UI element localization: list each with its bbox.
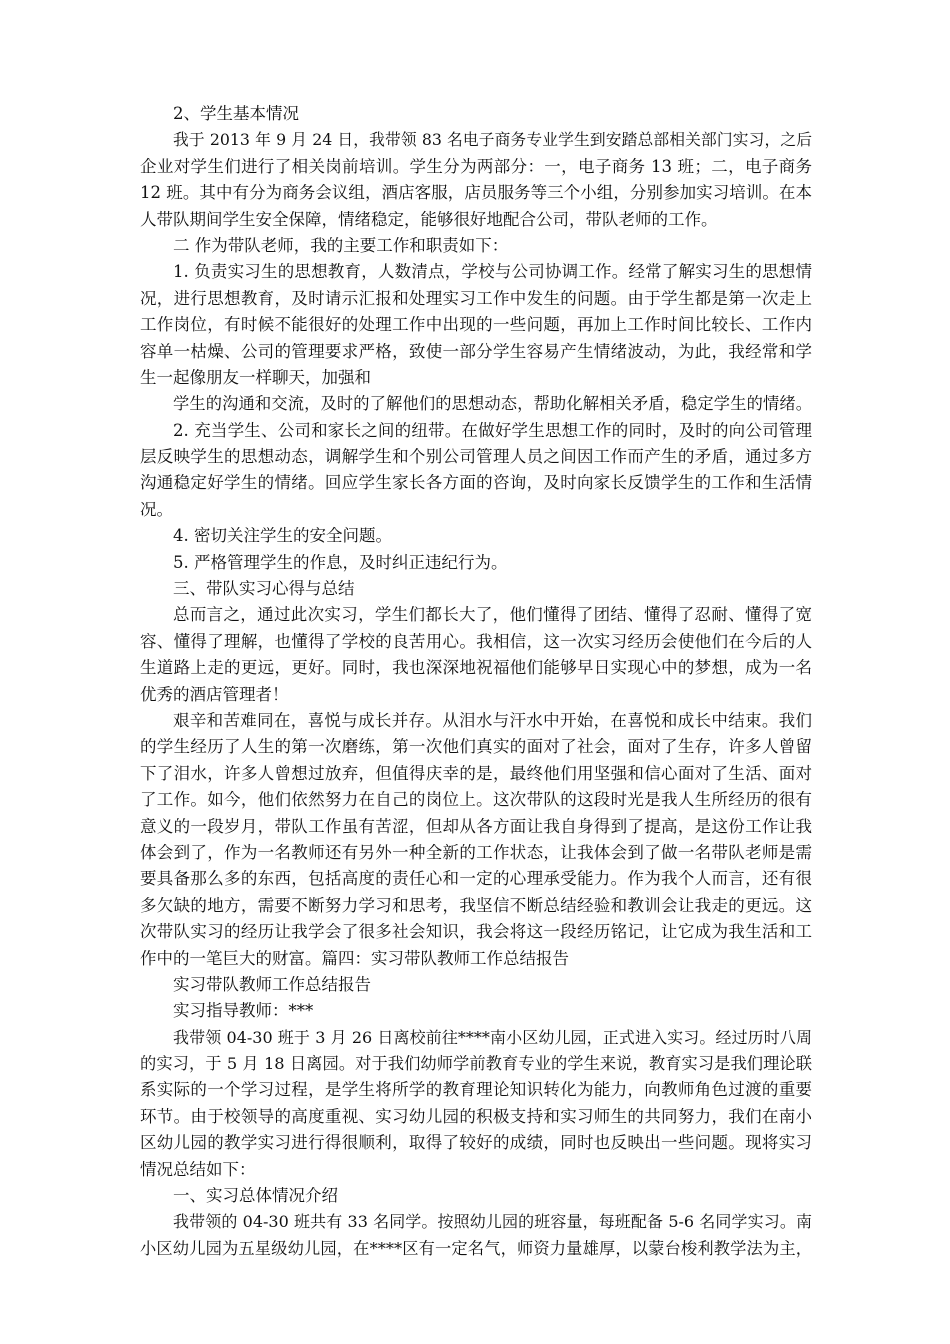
text-line: 工作岗位，有时候不能很好的处理工作中出现的一些问题，再加上工作时间比较长、工作内 xyxy=(140,315,812,335)
text-line: 二 作为带队老师，我的主要工作和职责如下： xyxy=(173,235,509,255)
text-line: 总而言之，通过此次实习，学生们都长大了，他们懂得了团结、懂得了忍耐、懂得了宽 xyxy=(173,605,812,625)
text-line: 2. 充当学生、公司和家长之间的纽带。在做好学生思想工作的同时，及时的向公司管理 xyxy=(173,420,812,440)
text-line: 次带队实习的经历让我学会了很多社会知识，我会将这一段经历铭记，让它成为我生活和工 xyxy=(140,922,812,942)
text-line: 学生的沟通和交流，及时的了解他们的思想动态，帮助化解相关矛盾，稳定学生的情绪。 xyxy=(173,394,812,414)
text-line: 优秀的酒店管理者！ xyxy=(140,684,289,704)
text-line: 我于 2013 年 9 月 24 日，我带领 83 名电子商务专业学生到安踏总部相关部门实习，之后 xyxy=(173,130,812,150)
text-line: 作中的一笔巨大的财富。篇四：实习带队教师工作总结报告 xyxy=(140,948,569,968)
text-line: 容、懂得了理解，也懂得了学校的良苦用心。我相信，这一次实习经历会使他们在今后的人 xyxy=(140,631,812,651)
text-line: 了工作。如今，他们依然努力在自己的岗位上。这次带队的这段时光是我人生所经历的很有 xyxy=(140,790,812,810)
text-line: 体会到了，作为一名教师还有另外一种全新的工作状态，让我体会到了做一名带队老师是需 xyxy=(140,842,812,862)
text-line: 环节。由于校领导的高度重视、实习幼儿园的积极支持和实习师生的共同努力，我们在南小 xyxy=(140,1106,812,1126)
text-line: 5. 严格管理学生的作息，及时纠正违纪行为。 xyxy=(173,552,508,572)
text-line: 的学生经历了人生的第一次磨练，第一次他们真实的面对了社会，面对了生存，许多人曾留 xyxy=(140,737,812,757)
text-line: 生一起像朋友一样聊天，加强和 xyxy=(140,367,371,387)
text-line: 2、学生基本情况 xyxy=(173,104,299,123)
text-line: 况，进行思想教育，及时请示汇报和处理实习工作中发生的问题。由于学生都是第一次走上 xyxy=(140,288,812,308)
text-line: 况。 xyxy=(140,499,173,519)
text-line: 生道路上走的更远，更好。同时，我也深深地祝福他们能够早日实现心中的梦想，成为一名 xyxy=(140,658,812,678)
text-line: 要具备那么多的东西，包括高度的责任心和一定的心理承受能力。作为我个人而言，还有很 xyxy=(140,869,812,889)
text-line: 小区幼儿园为五星级幼儿园，在****区有一定名气，师资力量雄厚，以蒙台梭利教学法为主， xyxy=(140,1238,812,1258)
text-line: 12 班。其中有分为商务会议组，酒店客服，店员服务等三个小组，分别参加实习培训。在本 xyxy=(140,183,812,203)
text-line: 艰辛和苦难同在，喜悦与成长并存。从泪水与汗水中开始，在喜悦和成长中结束。我们 xyxy=(173,710,812,730)
text-line: 容单一枯燥、公司的管理要求严格，致使一部分学生容易产生情绪波动，为此，我经常和学 xyxy=(140,341,812,361)
document-page xyxy=(140,101,812,1262)
text-line: 人带队期间学生安全保障，情绪稳定，能够很好地配合公司，带队老师的工作。 xyxy=(140,209,718,229)
text-line: 4. 密切关注学生的安全问题。 xyxy=(173,526,392,546)
text-line: 我带领的 04-30 班共有 33 名同学。按照幼儿园的班容量，每班配备 5-6 名同学实习。南 xyxy=(173,1212,812,1232)
text-line: 意义的一段岁月，带队工作虽有苦涩，但却从各方面让我自身得到了提高，是这份工作让我 xyxy=(140,816,812,836)
text-line: 下了泪水，许多人曾想过放弃，但值得庆幸的是，最终他们用坚强和信心面对了生活、面对 xyxy=(140,763,812,783)
text-line: 层反映学生的思想动态，调解学生和个别公司管理人员之间因工作而产生的矛盾，通过多方 xyxy=(140,447,812,467)
text-line: 1. 负责实习生的思想教育，人数清点，学校与公司协调工作。经常了解实习生的思想情 xyxy=(173,262,812,282)
text-line: 的实习，于 5 月 18 日离园。对于我们幼师学前教育专业的学生来说，教育实习是我们理论联 xyxy=(140,1054,812,1074)
text-line: 我带领 04-30 班于 3 月 26 日离校前往****南小区幼儿园，正式进入实习。经过历时八周 xyxy=(173,1027,812,1047)
text-line: 区幼儿园的教学实习进行得很顺利，取得了较好的成绩，同时也反映出一些问题。现将实习 xyxy=(140,1133,812,1153)
text-line: 三、带队实习心得与总结 xyxy=(173,579,355,599)
text-line: 情况总结如下： xyxy=(140,1159,256,1179)
text-line: 企业对学生们进行了相关岗前培训。学生分为两部分：一，电子商务 13 班；二，电子商务 xyxy=(140,156,812,176)
text-line: 一、实习总体情况介绍 xyxy=(173,1186,338,1206)
text-line: 多欠缺的地方，需要不断努力学习和思考，我坚信不断总结经验和教训会让我走的更远。这 xyxy=(140,895,812,915)
text-line: 实习指导教师：*** xyxy=(173,1001,314,1021)
text-line: 沟通稳定好学生的情绪。回应学生家长各方面的咨询，及时向家长反馈学生的工作和生活情 xyxy=(140,473,812,493)
text-line: 实习带队教师工作总结报告 xyxy=(173,974,371,994)
text-line: 系实际的一个学习过程，是学生将所学的教育理论知识转化为能力，向教师角色过渡的重要 xyxy=(140,1080,812,1100)
